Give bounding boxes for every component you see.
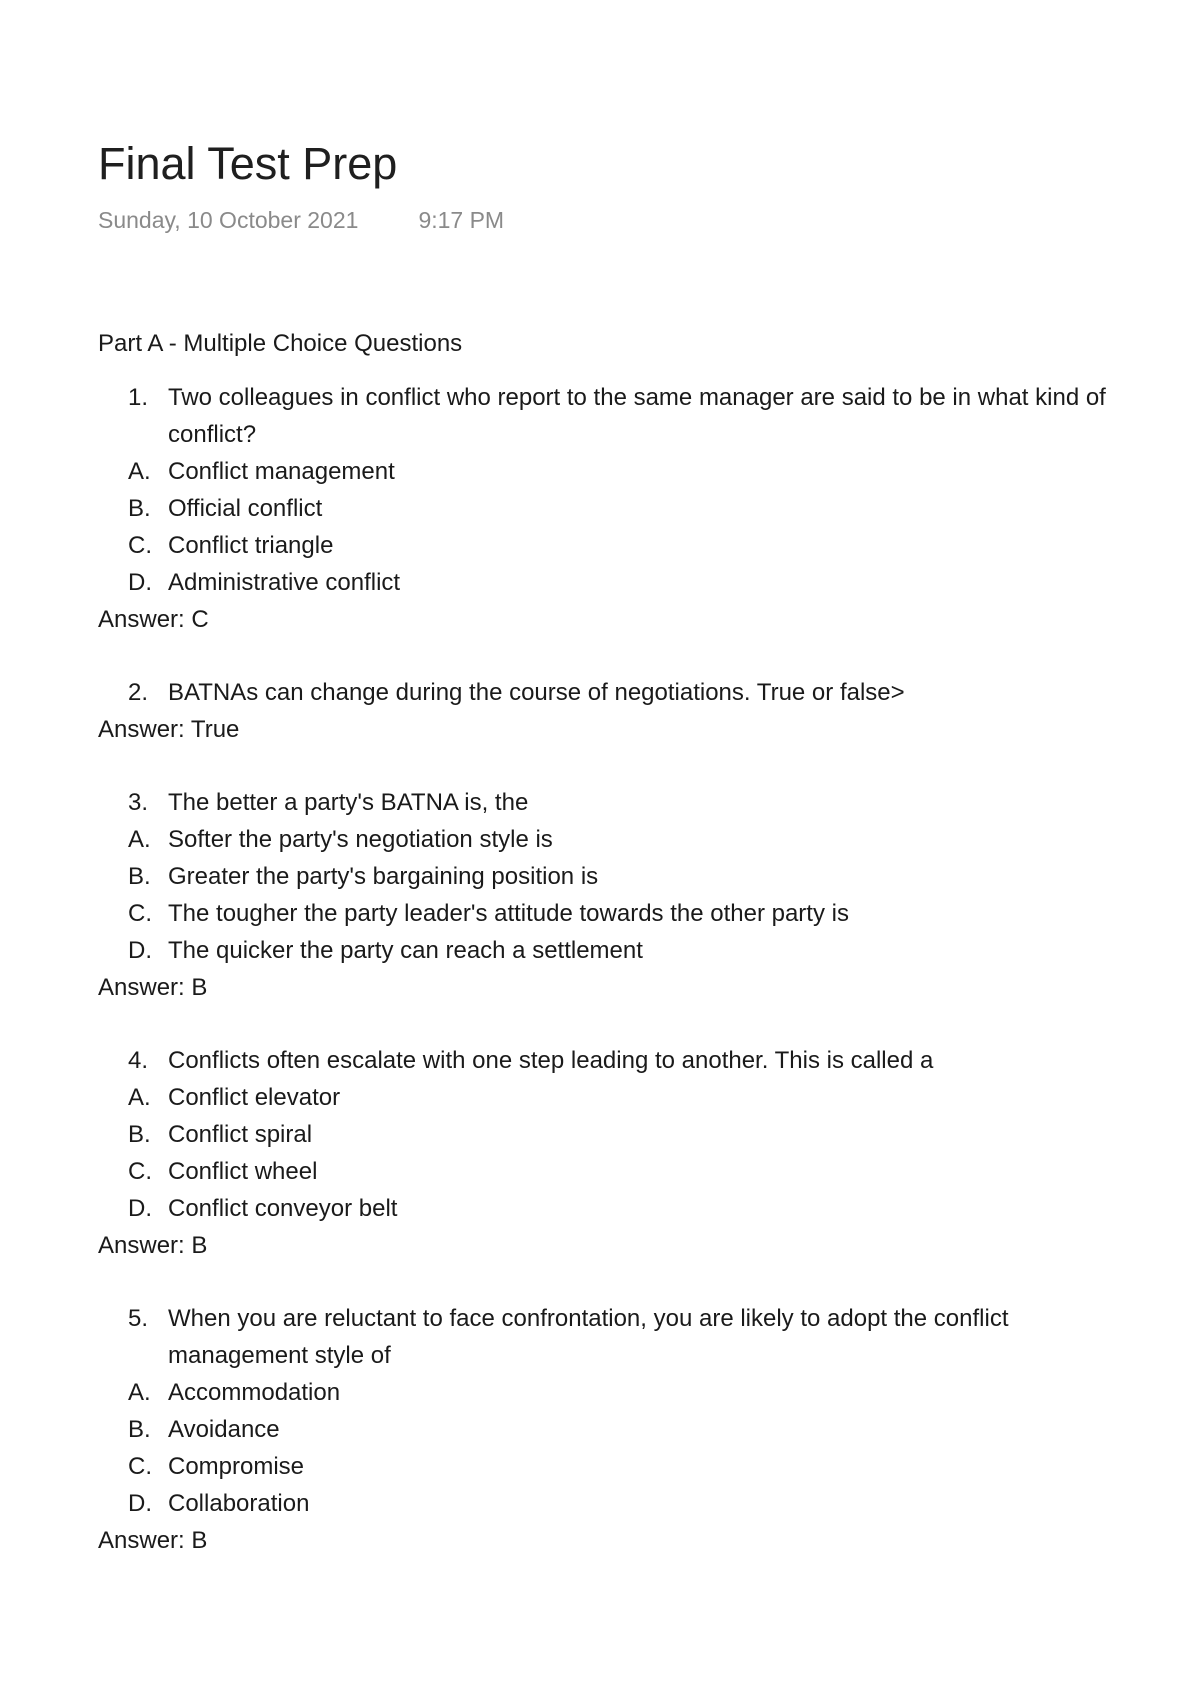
question-text: Conflicts often escalate with one step leading to another. This is called a xyxy=(168,1047,934,1074)
option-row xyxy=(98,821,1118,858)
question-text: When you are reluctant to face confrontation, you are likely to adopt the conflict management style of xyxy=(168,1305,1009,1369)
option-row xyxy=(98,1116,1118,1153)
option-row xyxy=(98,858,1118,895)
option-row xyxy=(98,453,1118,490)
page-timestamp xyxy=(98,205,504,235)
option-text: Greater the party's bargaining position is xyxy=(168,863,599,890)
option-text: Compromise xyxy=(168,1453,305,1480)
question-block xyxy=(98,674,1118,748)
option-row xyxy=(98,1190,1118,1227)
answer-line: Answer: C xyxy=(98,606,209,633)
option-letter: B. xyxy=(128,495,151,522)
option-text: Avoidance xyxy=(168,1416,280,1443)
question-text: BATNAs can change during the course of negotiations. True or false> xyxy=(168,679,905,706)
option-text: Accommodation xyxy=(168,1379,341,1406)
option-row xyxy=(98,932,1118,969)
option-text: Softer the party's negotiation style is xyxy=(168,826,553,853)
option-row xyxy=(98,1485,1118,1522)
option-letter: B. xyxy=(128,1121,151,1148)
option-text: Conflict spiral xyxy=(168,1121,313,1148)
page-content xyxy=(98,325,1118,1595)
option-letter: C. xyxy=(128,1453,152,1480)
question-row xyxy=(98,379,1118,453)
question-block xyxy=(98,784,1118,1006)
question-block xyxy=(98,1042,1118,1264)
page-date: Sunday, 10 October 2021 xyxy=(98,207,359,233)
option-letter: D. xyxy=(128,1195,152,1222)
question-row xyxy=(98,784,1118,821)
answer-line: Answer: B xyxy=(98,1527,208,1554)
option-text: Conflict conveyor belt xyxy=(168,1195,398,1222)
option-letter: B. xyxy=(128,1416,151,1443)
option-letter: C. xyxy=(128,1158,152,1185)
question-row xyxy=(98,674,1118,711)
option-letter: D. xyxy=(128,569,152,596)
option-text: Conflict wheel xyxy=(168,1158,318,1185)
question-number: 5. xyxy=(128,1305,149,1332)
section-heading: Part A - Multiple Choice Questions xyxy=(98,330,463,357)
question-row xyxy=(98,1300,1118,1374)
question-row xyxy=(98,1042,1118,1079)
question-number: 2. xyxy=(128,679,149,706)
page-time: 9:17 PM xyxy=(418,207,505,233)
answer-line: Answer: B xyxy=(98,974,208,1001)
option-text: Collaboration xyxy=(168,1490,310,1517)
option-row xyxy=(98,1079,1118,1116)
page-title: Final Test Prep xyxy=(98,138,398,189)
option-letter: A. xyxy=(128,1379,151,1406)
option-row xyxy=(98,1153,1118,1190)
option-text: Conflict elevator xyxy=(168,1084,341,1111)
question-text: Two colleagues in conflict who report to the same manager are said to be in what kind of conflict? xyxy=(168,384,1106,448)
option-row xyxy=(98,527,1118,564)
option-row xyxy=(98,1374,1118,1411)
option-letter: D. xyxy=(128,937,152,964)
option-row xyxy=(98,564,1118,601)
option-text: The quicker the party can reach a settlement xyxy=(168,937,643,964)
option-text: Official conflict xyxy=(168,495,323,522)
question-text: The better a party's BATNA is, the xyxy=(168,789,529,816)
question-block xyxy=(98,379,1118,638)
option-letter: A. xyxy=(128,1084,151,1111)
option-letter: B. xyxy=(128,863,151,890)
option-text: The tougher the party leader's attitude towards the other party is xyxy=(168,900,849,927)
answer-line: Answer: B xyxy=(98,1232,208,1259)
option-row xyxy=(98,490,1118,527)
option-text: Conflict management xyxy=(168,458,395,485)
option-row xyxy=(98,1448,1118,1485)
option-letter: C. xyxy=(128,532,152,559)
question-number: 3. xyxy=(128,789,149,816)
option-row xyxy=(98,895,1118,932)
question-block xyxy=(98,1300,1118,1559)
option-letter: D. xyxy=(128,1490,152,1517)
question-list xyxy=(98,379,1118,1559)
option-letter: A. xyxy=(128,458,151,485)
option-letter: C. xyxy=(128,900,152,927)
answer-line: Answer: True xyxy=(98,716,240,743)
question-number: 1. xyxy=(128,384,149,411)
option-row xyxy=(98,1411,1118,1448)
option-text: Conflict triangle xyxy=(168,532,334,559)
option-letter: A. xyxy=(128,826,151,853)
question-number: 4. xyxy=(128,1047,149,1074)
option-text: Administrative conflict xyxy=(168,569,401,596)
